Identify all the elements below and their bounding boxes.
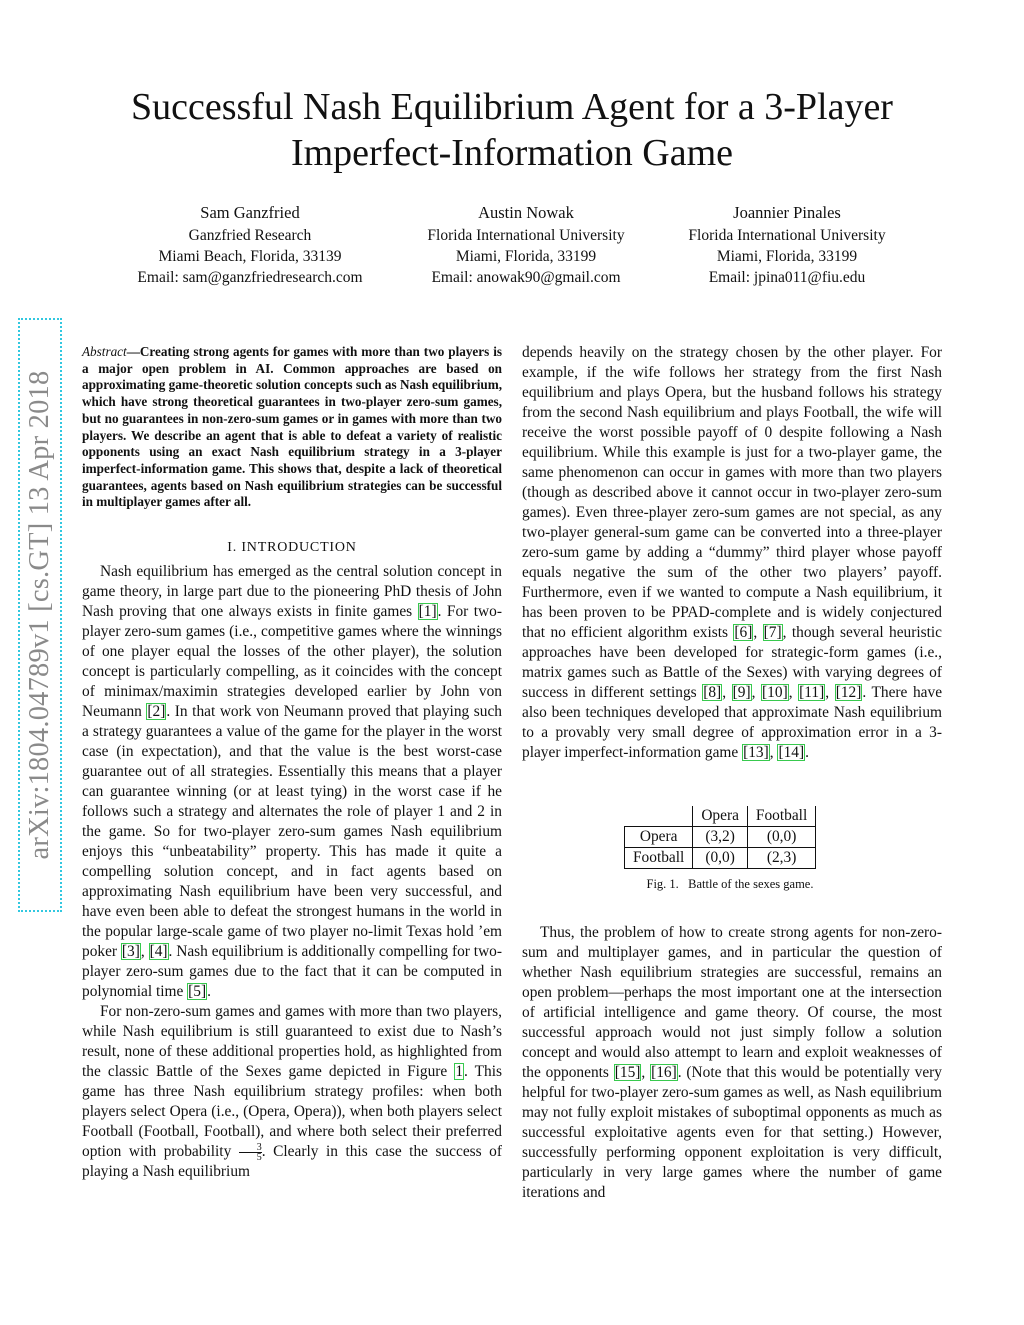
citation-link[interactable]: [5] <box>188 983 207 1000</box>
author-name: Joannier Pinales <box>733 203 841 222</box>
abstract <box>82 344 502 511</box>
table-cell: (0,0) <box>693 848 748 869</box>
table-row-header: Opera <box>625 827 693 848</box>
author-location: Miami, Florida, 33199 <box>716 248 858 265</box>
citation-link[interactable]: [2] <box>147 703 166 720</box>
citation-link[interactable]: [4] <box>149 943 168 960</box>
citation-link[interactable]: [10] <box>762 684 788 701</box>
citation-link[interactable]: [7] <box>763 624 782 641</box>
citation-link[interactable]: [12] <box>835 684 862 701</box>
author-block-1 <box>100 202 400 288</box>
author-location: Miami Beach, Florida, 33139 <box>158 248 342 265</box>
author-email: Email: sam@ganzfriedresearch.com <box>137 269 363 286</box>
table-cell: (3,2) <box>693 827 748 848</box>
author-email: Email: jpina011@fiu.edu <box>708 269 866 286</box>
title-line-2: Imperfect-Information Game <box>290 132 734 174</box>
citation-link[interactable]: [15] <box>614 1064 641 1081</box>
intro-paragraph-2: For non-zero-sum games and games with more than two players, while Nash equilibrium is still guaranteed to exist due to Nash’s result, none of these additional properties hold, as highlighted from the classic Battle of the Sexes game depicted in Figure 1. This game has three Nash equilibrium strategy profiles: when both players select Opera (i.e., (Opera, Opera)), when both players select Football (Football, Football), and where both select their preferred option with probability $\frac{3}{5}$ . Clearly in this case the success of playing a Nash equilibrium <box>82 1003 503 1180</box>
table-col-header: Football <box>747 806 815 827</box>
intro-paragraph-1: Nash equilibrium has emerged as the central solution concept in game theory, in large part due to the pioneering PhD thesis of John Nash proving that one always exists in finite games [1]. For two-player zero-sum games (i.e., competitive games where the winnings of one player equal the losses of the other player), the solution concept is particularly compelling, as it coincides with the concept of minimax/maximin strategies developed earlier by John von Neumann [2]. In that work von Neumann proved that playing such a strategy guarantees a value of the game for the player in the worst case (in expectation), and that the value is the best worst-case guarantee out of all strategies. Essentially this means that a player can guarantee winning (or at least tying) in the worst case if he follows such a strategy and alternates the role of player 1 and 2 in the game. So for two-player zero-sum games Nash equilibrium enjoys this “unbeatability” property. This has made it quite a compelling solution concept, and in fact agents based on approximating Nash equilibrium have been very successful, and have even been able to defeat the strongest humans in the world in the popular large-scale game of two player no-limit Texas hold ’em poker [3], [4]. Nash equilibrium is additionally compelling for two-player zero-sum games due to the fact that it can be computed in polynomial time [5]. <box>82 563 503 1000</box>
citation-link[interactable]: [16] <box>651 1064 677 1081</box>
author-affiliation: Ganzfried Research <box>188 227 312 244</box>
arxiv-stamp-text: arXiv:1804.04789v1 [cs.GT] 13 Apr 2018 <box>24 370 55 860</box>
citation-link[interactable]: [3] <box>121 943 140 960</box>
author-block-2 <box>376 202 676 288</box>
right-column-top <box>522 343 942 763</box>
author-affiliation: Florida International University <box>427 227 625 244</box>
arxiv-stamp-link[interactable] <box>18 318 62 912</box>
table-corner-cell <box>625 806 693 827</box>
intro-paragraph-3: depends heavily on the strategy chosen by the other player. For example, if the wife follows her strategy from the first Nash equilibrium and plays Opera, but the husband follows his strategy from the second Nash equilibrium and plays Football, the wife will receive the worst possible payoff of 0 despite following a Nash equilibrium. While this example is just for a two-player game, the same phenomenon can occur in games with more than two players (though as described above it cannot occur in two-player zero-sum games). Even three-player zero-sum games are not special, as any two-player general-sum game can be converted into a three-player zero-sum game by adding a “dummy” third player whose payoff equals negative the sum of the other two players’ payoff. Furthermore, even if we wanted to compute a Nash equilibrium, it has been proven to be PPAD-complete and is widely conjectured that no efficient algorithm exists [6], [7], though several heuristic approaches have been developed for strategic-form games (i.e., matrix games such as Battle of the Sexes) with varying degrees of success in different settings [8], [9], [10], [11], [12]. There have also been techniques developed that approximate Nash equilibrium to a provably very small degree of approximation error in a 3-player imperfect-information game [13], [14]. <box>522 344 943 761</box>
figure-reference-link[interactable]: 1 <box>455 1063 464 1080</box>
figure-caption: Fig. 1. Battle of the sexes game. <box>646 877 814 891</box>
author-affiliation: Florida International University <box>688 227 886 244</box>
citation-link[interactable]: [11] <box>799 684 825 701</box>
table-cell: (0,0) <box>747 827 815 848</box>
citation-link[interactable]: [6] <box>734 624 753 641</box>
left-column <box>82 538 502 1182</box>
abstract-label: Abstract <box>82 344 127 359</box>
citation-link[interactable]: [1] <box>418 603 437 620</box>
battle-of-sexes-table <box>624 806 816 869</box>
section-heading <box>82 538 502 558</box>
fraction: $\frac{3}{5}$ <box>239 1143 262 1162</box>
citation-link[interactable]: [14] <box>778 744 805 761</box>
title-line-1: Successful Nash Equilibrium Agent for a 3-Player <box>131 86 893 128</box>
table-cell: (2,3) <box>747 848 815 869</box>
table-row-header: Football <box>625 848 693 869</box>
citation-link[interactable]: [9] <box>732 684 751 701</box>
author-name: Austin Nowak <box>478 203 574 222</box>
section-number: I. <box>227 540 238 555</box>
intro-paragraph-4: Thus, the problem of how to create strong agents for non-zero-sum and multiplayer games, and in particular the question of whether Nash equilibrium strategies are successful, remains an open problem—perhaps the most important one at the intersection of artificial intelligence and game theory. Of course, the most successful approach would not just simply follow a solution concept and would also attempt to learn and exploit weaknesses of the opponents [15], [16]. (Note that this would be potentially very helpful for two-player zero-sum games as well, as Nash equilibrium may not fully exploit mistakes of suboptimal opponents as much as successful exploitative agents even for that setting.) However, successfully performing opponent exploitation is very difficult, particularly in very large games where the number of game iterations and <box>522 924 942 1201</box>
author-block-3 <box>637 202 937 288</box>
author-name: Sam Ganzfried <box>200 203 300 222</box>
citation-link[interactable]: [8] <box>703 684 722 701</box>
author-location: Miami, Florida, 33199 <box>455 248 597 265</box>
paper-title <box>60 84 964 176</box>
citation-link[interactable]: [13] <box>743 744 769 761</box>
author-email: Email: anowak90@gmail.com <box>431 269 621 286</box>
right-column-bottom <box>522 923 942 1203</box>
section-title: INTRODUCTION <box>241 540 357 555</box>
table-col-header: Opera <box>693 806 748 827</box>
abstract-text: —Creating strong agents for games with more than two players is a major open problem in AI. Common approaches are based on approximating game-theoretic solution concepts such as Nash equilibrium, which have strong theoretical guarantees in two-player zero-sum games, but no guarantees in non-zero-sum games or in games with more than two players. We describe an agent that is able to defeat a variety of realistic opponents using an exact Nash equilibrium strategy in a 3-player imperfect-information game. This shows that, despite a lack of theoretical guarantees, agents based on Nash equilibrium strategies can be successful in multiplayer games after all. <box>82 344 502 510</box>
